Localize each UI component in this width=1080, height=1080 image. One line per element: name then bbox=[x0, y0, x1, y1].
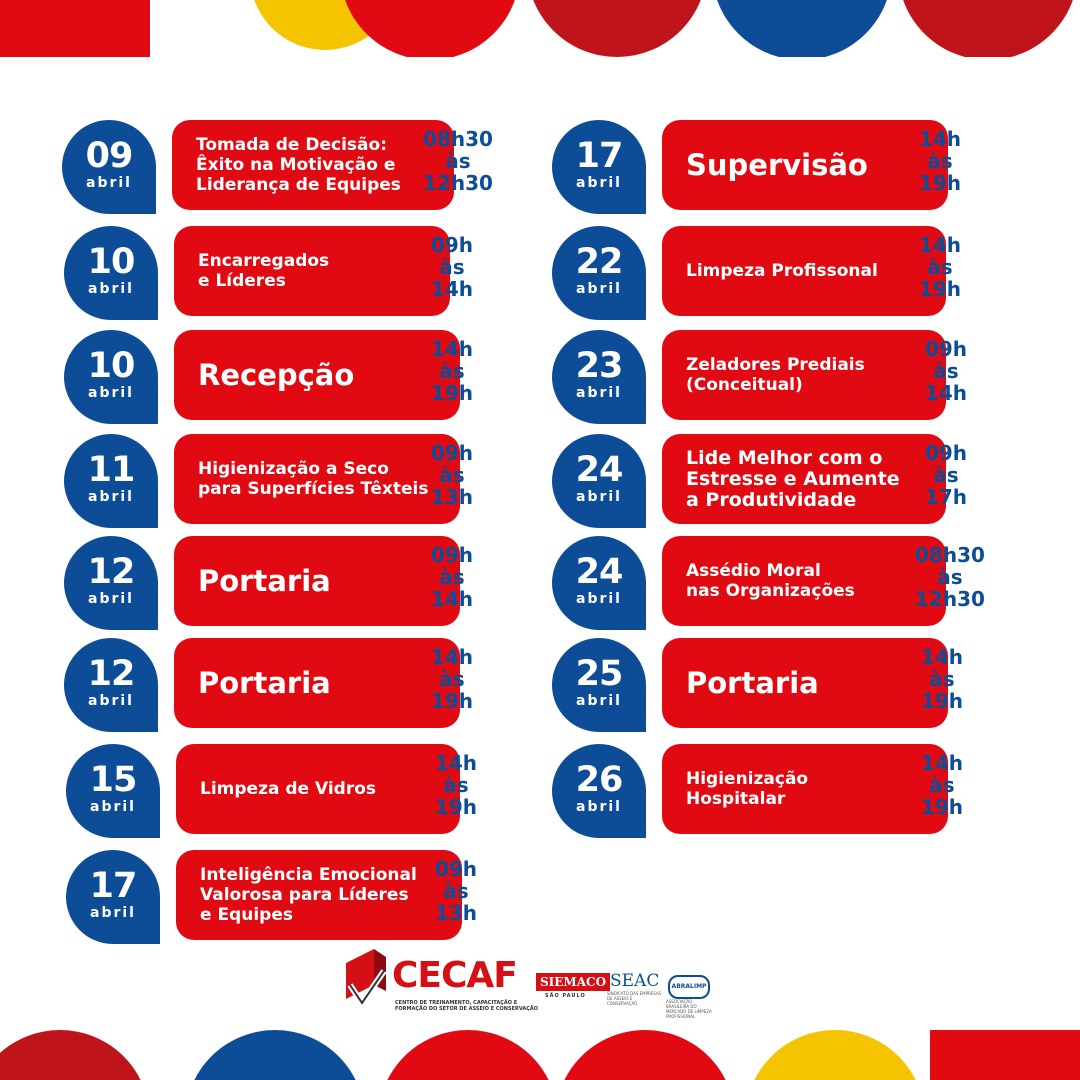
event-title-line: Portaria bbox=[198, 564, 331, 598]
date-day: 15 bbox=[89, 760, 137, 800]
event-time-line: 19h bbox=[920, 795, 964, 819]
date-badge bbox=[552, 434, 646, 528]
event-time-line: 08h30 bbox=[915, 543, 985, 567]
event-time-line: às bbox=[929, 773, 955, 797]
event-time-line: 14h bbox=[920, 645, 964, 669]
bottom-darkred-semicircle-left bbox=[0, 1030, 150, 1080]
event-time-line: 14h bbox=[430, 277, 474, 301]
event-title-line: Assédio Moral bbox=[686, 561, 821, 581]
event-title-line: Inteligência Emocional bbox=[200, 865, 417, 885]
date-badge bbox=[552, 536, 646, 630]
course-title bbox=[686, 448, 900, 511]
date-month: abril bbox=[90, 799, 136, 815]
event-time-line: 14h bbox=[918, 233, 962, 257]
course-time bbox=[904, 442, 988, 508]
event-time-line: 13h bbox=[430, 485, 474, 509]
course-title-box bbox=[172, 120, 454, 210]
abralimp-subtitle: ASSOCIAÇÃO BRASILEIRA DO MERCADO DE LIMPEZA PROFISSIONAL bbox=[666, 999, 712, 1019]
top-blue-semicircle bbox=[712, 0, 892, 57]
date-badge bbox=[552, 638, 646, 732]
course-time bbox=[410, 442, 494, 508]
event-title-line: Zeladores Prediais bbox=[686, 355, 865, 375]
event-title-line: a Produtividade bbox=[686, 488, 857, 511]
event-time-line: às bbox=[445, 149, 471, 173]
event-time-line: 19h bbox=[918, 171, 962, 195]
date-badge bbox=[64, 638, 158, 732]
date-month: abril bbox=[88, 693, 134, 709]
date-month: abril bbox=[576, 591, 622, 607]
bottom-decorative-band bbox=[0, 1030, 1080, 1080]
date-month: abril bbox=[88, 489, 134, 505]
course-title bbox=[196, 135, 401, 195]
date-day: 22 bbox=[575, 242, 623, 282]
event-time-line: às bbox=[933, 463, 959, 487]
date-day: 24 bbox=[575, 552, 623, 592]
course-time bbox=[416, 128, 500, 194]
event-title-line: Portaria bbox=[686, 666, 819, 700]
bottom-red-semicircle bbox=[378, 1030, 558, 1080]
event-time-line: às bbox=[927, 149, 953, 173]
event-time-line: 09h bbox=[430, 543, 474, 567]
event-title-line: Liderança de Equipes bbox=[196, 175, 401, 195]
event-title-line: Hospitalar bbox=[686, 789, 786, 809]
date-day: 24 bbox=[575, 450, 623, 490]
event-time-line: 14h bbox=[920, 751, 964, 775]
event-time-line: 09h bbox=[430, 233, 474, 257]
date-month: abril bbox=[576, 799, 622, 815]
event-time-line: às bbox=[927, 255, 953, 279]
event-time-line: às bbox=[933, 359, 959, 383]
course-time bbox=[410, 544, 494, 610]
event-time-line: 17h bbox=[924, 485, 968, 509]
date-badge bbox=[64, 536, 158, 630]
date-month: abril bbox=[576, 281, 622, 297]
event-time-line: 14h bbox=[434, 751, 478, 775]
event-title-line: Supervisão bbox=[686, 148, 868, 182]
date-badge bbox=[552, 120, 646, 214]
course-time bbox=[410, 338, 494, 404]
event-time-line: 14h bbox=[430, 645, 474, 669]
course-time bbox=[898, 128, 982, 194]
event-title-line: Tomada de Decisão: bbox=[196, 135, 387, 155]
date-badge bbox=[66, 744, 160, 838]
date-badge bbox=[552, 330, 646, 424]
course-title bbox=[200, 779, 376, 799]
date-month: abril bbox=[90, 905, 136, 921]
event-title-line: Limpeza de Vidros bbox=[200, 779, 377, 799]
course-title bbox=[198, 359, 354, 391]
event-title-line: para Superfícies Têxteis bbox=[198, 479, 429, 499]
date-badge bbox=[552, 226, 646, 320]
event-time-line: 13h bbox=[434, 901, 478, 925]
date-badge bbox=[552, 744, 646, 838]
date-day: 12 bbox=[87, 552, 135, 592]
date-month: abril bbox=[576, 489, 622, 505]
date-day: 25 bbox=[575, 654, 623, 694]
date-badge bbox=[66, 850, 160, 944]
event-time-line: 08h30 bbox=[423, 127, 493, 151]
top-red-semicircle bbox=[340, 0, 520, 57]
date-day: 17 bbox=[89, 866, 137, 906]
event-time-line: 09h bbox=[430, 441, 474, 465]
top-decorative-band bbox=[0, 0, 1080, 57]
cecaf-brand: CECAF bbox=[392, 955, 517, 996]
event-title-line: Estresse e Aumente bbox=[686, 467, 900, 490]
date-day: 10 bbox=[87, 242, 135, 282]
event-time-line: às bbox=[439, 359, 465, 383]
event-time-line: 09h bbox=[434, 857, 478, 881]
event-time-line: às bbox=[443, 879, 469, 903]
event-title-line: Higienização bbox=[686, 769, 809, 789]
event-time-line: às bbox=[937, 565, 963, 589]
event-time-line: 19h bbox=[430, 381, 474, 405]
top-red-block bbox=[0, 0, 150, 57]
event-title-line: Encarregados bbox=[198, 251, 330, 271]
event-time-line: às bbox=[439, 667, 465, 691]
date-badge bbox=[64, 226, 158, 320]
course-time bbox=[904, 338, 988, 404]
event-title-line: Portaria bbox=[198, 666, 331, 700]
date-month: abril bbox=[88, 385, 134, 401]
event-time-line: às bbox=[439, 463, 465, 487]
course-title-box bbox=[662, 536, 946, 626]
event-time-line: 19h bbox=[920, 689, 964, 713]
event-time-line: às bbox=[439, 565, 465, 589]
event-time-line: 12h30 bbox=[915, 587, 985, 611]
date-month: abril bbox=[576, 693, 622, 709]
bottom-red-block bbox=[930, 1030, 1080, 1080]
event-title-line: Higienização a Seco bbox=[198, 459, 389, 479]
course-title bbox=[198, 251, 329, 291]
date-badge bbox=[62, 120, 156, 214]
course-title bbox=[200, 865, 417, 925]
date-month: abril bbox=[576, 385, 622, 401]
course-title bbox=[686, 769, 808, 809]
bottom-red-semicircle-2 bbox=[555, 1030, 735, 1080]
event-time-line: 19h bbox=[918, 277, 962, 301]
siemaco-logo: SIEMACO bbox=[536, 973, 610, 991]
course-title bbox=[198, 667, 331, 699]
event-title-line: e Equipes bbox=[200, 905, 293, 925]
top-darkred-semicircle-right bbox=[898, 0, 1078, 57]
bottom-yellow-semicircle bbox=[745, 1030, 925, 1080]
top-darkred-semicircle bbox=[527, 0, 707, 57]
course-title bbox=[686, 149, 868, 181]
footer-logos bbox=[340, 945, 720, 1020]
course-title bbox=[198, 565, 331, 597]
event-time-line: 09h bbox=[924, 337, 968, 361]
event-title-line: Êxito na Motivação e bbox=[196, 155, 396, 175]
course-time bbox=[414, 858, 498, 924]
date-day: 12 bbox=[87, 654, 135, 694]
course-title-box bbox=[174, 226, 450, 316]
event-title-line: Limpeza Profissonal bbox=[686, 261, 878, 281]
date-month: abril bbox=[88, 281, 134, 297]
event-title-line: Recepção bbox=[198, 358, 355, 392]
event-time-line: às bbox=[929, 667, 955, 691]
course-title bbox=[686, 561, 855, 601]
date-day: 09 bbox=[85, 136, 133, 176]
date-day: 26 bbox=[575, 760, 623, 800]
event-title-line: Lide Melhor com o bbox=[686, 446, 883, 469]
date-day: 11 bbox=[87, 450, 135, 490]
event-time-line: 14h bbox=[430, 337, 474, 361]
event-time-line: 14h bbox=[430, 587, 474, 611]
event-time-line: 19h bbox=[430, 689, 474, 713]
course-time bbox=[414, 752, 498, 818]
abralimp-logo: ABRALIMP bbox=[668, 975, 710, 999]
event-time-line: às bbox=[443, 773, 469, 797]
date-badge bbox=[64, 434, 158, 528]
course-time bbox=[908, 544, 992, 610]
bottom-blue-semicircle bbox=[185, 1030, 365, 1080]
seac-subtitle: SINDICATO DAS EMPRESAS DE ASSEIO E CONSERVAÇÃO bbox=[607, 991, 662, 1006]
date-badge bbox=[64, 330, 158, 424]
cecaf-logo-icon bbox=[340, 945, 392, 1015]
course-time bbox=[900, 752, 984, 818]
event-time-line: 12h30 bbox=[423, 171, 493, 195]
date-month: abril bbox=[88, 591, 134, 607]
course-time bbox=[410, 646, 494, 712]
event-title-line: e Líderes bbox=[198, 271, 286, 291]
event-time-line: 14h bbox=[918, 127, 962, 151]
event-time-line: às bbox=[439, 255, 465, 279]
event-time-line: 14h bbox=[924, 381, 968, 405]
date-day: 23 bbox=[575, 346, 623, 386]
course-time bbox=[900, 646, 984, 712]
event-time-line: 19h bbox=[434, 795, 478, 819]
date-month: abril bbox=[86, 175, 132, 191]
course-title bbox=[198, 459, 428, 499]
date-day: 17 bbox=[575, 136, 623, 176]
event-time-line: 09h bbox=[924, 441, 968, 465]
seac-logo: SEAC bbox=[610, 971, 660, 991]
course-time bbox=[898, 234, 982, 300]
course-time bbox=[410, 234, 494, 300]
date-month: abril bbox=[576, 175, 622, 191]
date-day: 10 bbox=[87, 346, 135, 386]
cecaf-subtitle: CENTRO DE TREINAMENTO, CAPACITAÇÃO E FORMAÇÃO DO SETOR DE ASSEIO E CONSERVAÇÃO bbox=[395, 1000, 539, 1012]
course-title bbox=[686, 355, 865, 395]
course-title bbox=[686, 261, 878, 281]
event-title-line: Valorosa para Líderes bbox=[200, 885, 409, 905]
event-title-line: nas Organizações bbox=[686, 581, 855, 601]
event-title-line: (Conceitual) bbox=[686, 375, 803, 395]
course-title bbox=[686, 667, 819, 699]
siemaco-subtitle: SÃO PAULO bbox=[545, 993, 586, 999]
